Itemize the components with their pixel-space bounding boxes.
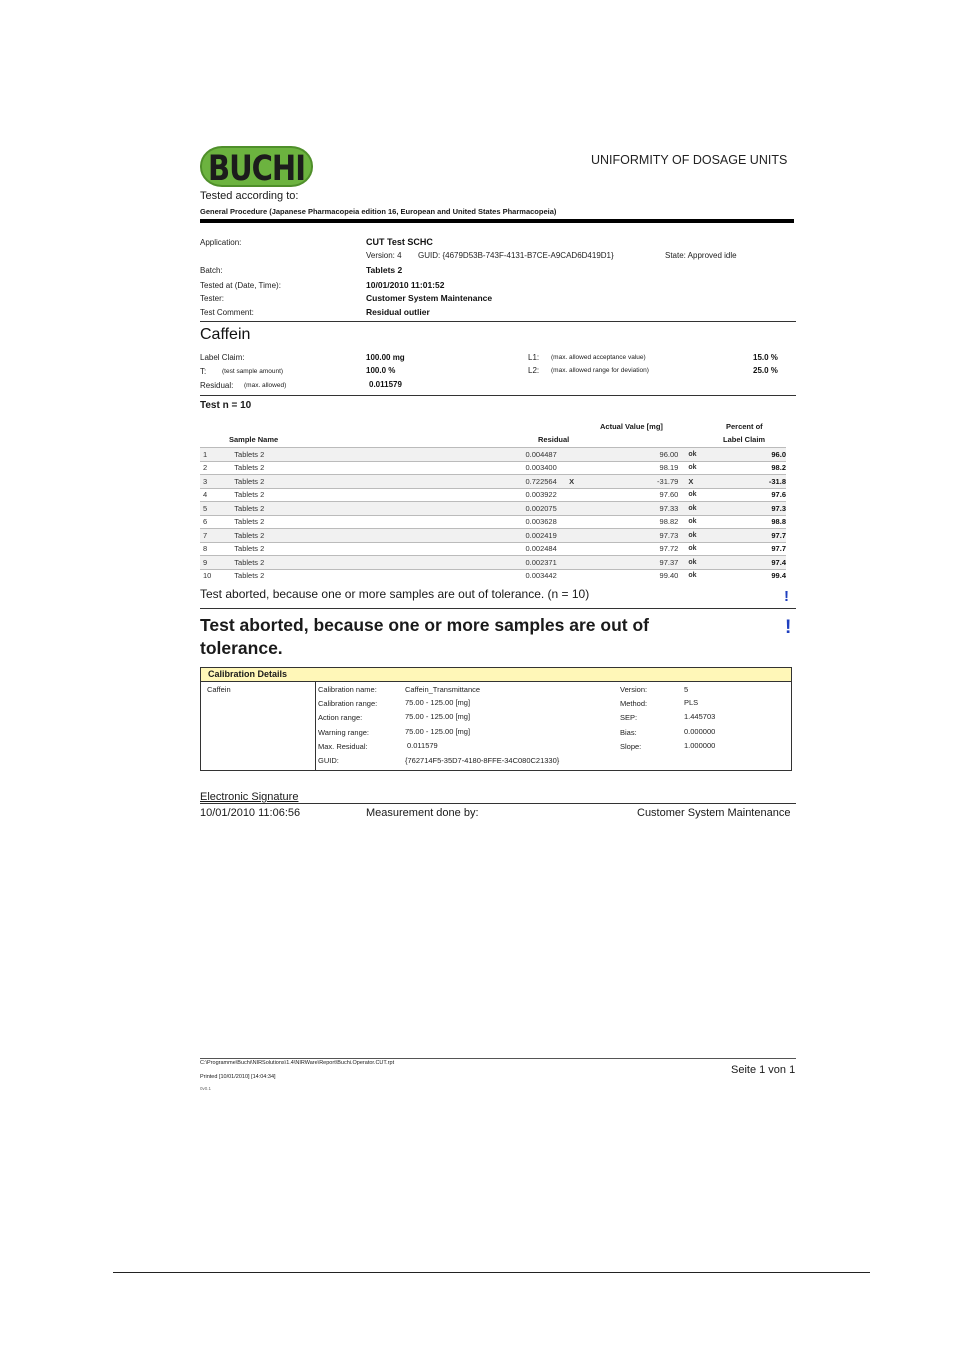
document-title: UNIFORMITY OF DOSAGE UNITS <box>591 153 788 167</box>
row-percent: 97.7 <box>718 542 786 556</box>
warning-icon-large: ! <box>785 617 792 638</box>
row-percent: 97.6 <box>718 488 786 502</box>
row-sample-name: Tablets 2 <box>232 448 525 462</box>
cal-name-label: Calibration name: <box>318 685 377 694</box>
signature-title: Electronic Signature <box>200 791 299 803</box>
signature-datetime: 10/01/2010 11:06:56 <box>200 807 301 819</box>
signature-rule <box>200 803 796 804</box>
row-residual-flag <box>569 556 590 570</box>
logo-text: BUCHI <box>208 147 305 189</box>
row-residual: 0.002075 <box>525 502 569 516</box>
row-percent: 98.2 <box>718 461 786 475</box>
signature-measurement-label: Measurement done by: <box>366 807 479 819</box>
row-residual-flag <box>569 569 590 582</box>
table-row <box>200 488 786 502</box>
cal-method-label: Method: <box>620 699 648 708</box>
row-number: 7 <box>200 529 232 543</box>
t-value: 100.0 % <box>366 366 396 375</box>
row-actual-flag: ok <box>688 461 717 475</box>
l2-note: (max. allowed range for deviation) <box>551 367 649 374</box>
row-residual-flag <box>569 448 590 462</box>
batch-label: Batch: <box>200 266 223 275</box>
t-note: (test sample amount) <box>222 368 284 375</box>
label-claim-value: 100.00 mg <box>366 353 405 362</box>
col-percent-header-1: Percent of <box>726 422 763 431</box>
tester-label: Tester: <box>200 294 225 303</box>
col-sample-header: Sample Name <box>229 435 279 444</box>
comment-label: Test Comment: <box>200 308 254 317</box>
row-actual-value: 97.60 <box>591 488 689 502</box>
row-sample-name: Tablets 2 <box>232 502 525 516</box>
row-residual: 0.002371 <box>525 556 569 570</box>
tester-value: Customer System Maintenance <box>366 293 493 303</box>
cal-bias-label: Bias: <box>620 728 637 737</box>
table-row <box>200 529 786 543</box>
row-actual-flag: ok <box>688 542 717 556</box>
row-number: 5 <box>200 502 232 516</box>
row-residual-flag <box>569 461 590 475</box>
cal-slope-value: 1.000000 <box>684 741 716 750</box>
row-number: 4 <box>200 488 232 502</box>
application-label: Application: <box>200 238 242 247</box>
row-actual-flag: ok <box>688 569 717 582</box>
table-row <box>200 475 786 489</box>
row-residual-flag <box>569 502 590 516</box>
cal-version-label: Version: <box>620 685 648 694</box>
tested-according-label: Tested according to: <box>200 190 299 202</box>
page-bottom-rule <box>113 1272 870 1273</box>
l1-note: (max. allowed acceptance value) <box>551 354 646 361</box>
row-sample-name: Tablets 2 <box>232 569 525 582</box>
footer-printed: Printed [10/01/2010] [14:04:34] <box>200 1074 276 1080</box>
row-residual: 0.003400 <box>525 461 569 475</box>
row-percent: 97.4 <box>718 556 786 570</box>
cal-maxres-label: Max. Residual: <box>318 742 368 751</box>
row-sample-name: Tablets 2 <box>232 461 525 475</box>
col-actual-header: Actual Value [mg] <box>600 422 663 431</box>
row-residual: 0.002484 <box>525 542 569 556</box>
aborted-large-line-1: Test aborted, because one or more samples are out of <box>200 615 649 635</box>
row-number: 2 <box>200 461 232 475</box>
comment-value: Residual outlier <box>366 307 430 317</box>
info-rule <box>200 321 796 322</box>
aborted-message-small: Test aborted, because one or more samples are out of tolerance. (n = 10) <box>200 587 590 601</box>
cal-maxres-value: 0.011579 <box>407 741 438 750</box>
batch-value: Tablets 2 <box>366 265 403 275</box>
l1-value: 15.0 % <box>753 353 778 362</box>
footer-path: C:\Programme\Buchi\NIRSolutions\1.4\NIRWare\Report\Buchi.Operator.CUT.rpt <box>200 1060 395 1066</box>
row-sample-name: Tablets 2 <box>232 488 525 502</box>
cal-substance: Caffein <box>207 685 231 694</box>
cal-range-label: Calibration range: <box>318 699 378 708</box>
row-actual-flag: ok <box>688 529 717 543</box>
row-actual-flag: X <box>688 475 717 489</box>
application-value: CUT Test SCHC <box>366 237 433 247</box>
row-percent: 98.8 <box>718 515 786 529</box>
col-percent-header-2: Label Claim <box>723 435 766 444</box>
row-actual-flag: ok <box>688 488 717 502</box>
cal-bias-value: 0.000000 <box>684 727 716 736</box>
version-text: Version: 4 <box>366 251 402 260</box>
cal-sep-label: SEP: <box>620 713 638 722</box>
row-sample-name: Tablets 2 <box>232 556 525 570</box>
cal-name-value: Caffein_Transmittance <box>405 685 481 694</box>
col-residual-header: Residual <box>538 435 570 444</box>
row-actual-flag: ok <box>688 448 717 462</box>
cal-sep-value: 1.445703 <box>684 712 716 721</box>
procedure-text: General Procedure (Japanese Pharmacopeia edition 16, European and United States Pharmacopeia) <box>200 207 557 216</box>
table-row <box>200 515 786 529</box>
row-actual-value: 97.37 <box>591 556 689 570</box>
row-number: 3 <box>200 475 232 489</box>
row-residual-flag <box>569 515 590 529</box>
row-sample-name: Tablets 2 <box>232 515 525 529</box>
row-residual-flag <box>569 488 590 502</box>
row-number: 6 <box>200 515 232 529</box>
samples-table <box>200 447 786 582</box>
footer-rule <box>200 1058 796 1059</box>
table-row <box>200 502 786 516</box>
row-actual-value: 98.19 <box>591 461 689 475</box>
footer-small: 0v0.1 <box>200 1086 212 1091</box>
aborted-rule <box>200 608 796 609</box>
row-residual: 0.003442 <box>525 569 569 582</box>
table-row <box>200 569 786 582</box>
row-residual: 0.003628 <box>525 515 569 529</box>
row-percent: 99.4 <box>718 569 786 582</box>
row-residual: 0.002419 <box>525 529 569 543</box>
l1-label: L1: <box>528 353 540 362</box>
cal-method-value: PLS <box>684 698 699 707</box>
cal-warning-value: 75.00 - 125.00 [mg] <box>405 727 471 736</box>
label-claim-label: Label Claim: <box>200 353 245 362</box>
cal-guid-value: {762714F5-35D7-4180-8FFE-34C080C21330} <box>405 756 560 765</box>
cal-slope-label: Slope: <box>620 742 642 751</box>
row-sample-name: Tablets 2 <box>232 475 525 489</box>
calibration-divider <box>315 682 316 770</box>
row-number: 10 <box>200 569 232 582</box>
row-residual-flag <box>569 542 590 556</box>
tested-at-value: 10/01/2010 11:01:52 <box>366 280 445 290</box>
row-percent: -31.8 <box>718 475 786 489</box>
aborted-message-large <box>200 614 649 660</box>
row-actual-flag: ok <box>688 502 717 516</box>
caffein-title: Caffein <box>200 326 251 343</box>
signature-person: Customer System Maintenance <box>637 807 791 819</box>
row-actual-value: 97.73 <box>591 529 689 543</box>
residual-label: Residual: <box>200 381 234 390</box>
row-residual-flag: X <box>569 475 590 489</box>
residual-note: (max. allowed) <box>244 382 287 389</box>
row-actual-value: 98.82 <box>591 515 689 529</box>
row-actual-flag: ok <box>688 515 717 529</box>
row-percent: 97.3 <box>718 502 786 516</box>
row-residual: 0.004487 <box>525 448 569 462</box>
table-row <box>200 461 786 475</box>
table-row <box>200 448 786 462</box>
table-row <box>200 556 786 570</box>
footer-page: Seite 1 von 1 <box>731 1064 796 1076</box>
l2-label: L2: <box>528 366 540 375</box>
caffein-rule <box>200 395 796 396</box>
row-actual-value: 99.40 <box>591 569 689 582</box>
row-actual-value: 97.33 <box>591 502 689 516</box>
header-rule <box>200 219 794 223</box>
row-number: 9 <box>200 556 232 570</box>
test-n-label: Test n = 10 <box>200 400 252 411</box>
row-number: 8 <box>200 542 232 556</box>
row-percent: 96.0 <box>718 448 786 462</box>
state-text: State: Approved idle <box>665 251 737 260</box>
row-sample-name: Tablets 2 <box>232 529 525 543</box>
tested-at-label: Tested at (Date, Time): <box>200 281 281 290</box>
row-residual-flag <box>569 529 590 543</box>
warning-icon: ! <box>784 588 789 605</box>
calibration-header <box>201 668 791 682</box>
cal-warning-label: Warning range: <box>318 728 369 737</box>
row-actual-value: -31.79 <box>591 475 689 489</box>
row-percent: 97.7 <box>718 529 786 543</box>
row-actual-value: 96.00 <box>591 448 689 462</box>
cal-action-label: Action range: <box>318 713 363 722</box>
row-actual-value: 97.72 <box>591 542 689 556</box>
row-sample-name: Tablets 2 <box>232 542 525 556</box>
cal-action-value: 75.00 - 125.00 [mg] <box>405 712 471 721</box>
cal-guid-label: GUID: <box>318 756 339 765</box>
cal-version-value: 5 <box>684 685 689 694</box>
buchi-logo <box>200 146 313 187</box>
residual-value: 0.011579 <box>369 380 402 389</box>
row-residual: 0.722564 <box>525 475 569 489</box>
t-label: T: <box>200 367 207 376</box>
row-residual: 0.003922 <box>525 488 569 502</box>
row-actual-flag: ok <box>688 556 717 570</box>
calibration-title: Calibration Details <box>208 669 288 679</box>
table-row <box>200 542 786 556</box>
guid-text: GUID: {4679D53B-743F-4131-B7CE-A9CAD6D419D1} <box>418 251 614 260</box>
aborted-large-line-2: tolerance. <box>200 638 283 658</box>
row-number: 1 <box>200 448 232 462</box>
l2-value: 25.0 % <box>753 366 778 375</box>
cal-range-value: 75.00 - 125.00 [mg] <box>405 698 471 707</box>
